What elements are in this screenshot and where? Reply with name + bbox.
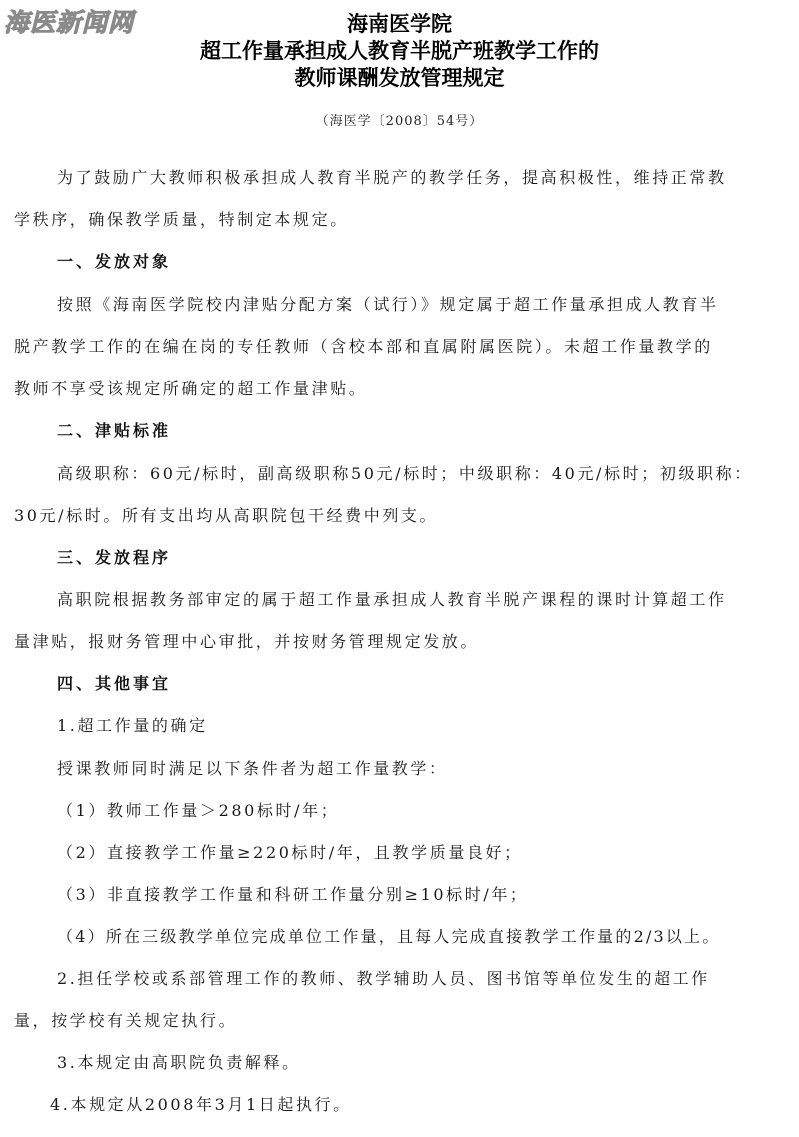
section1-line-2: 脱产教学工作的在编在岗的专任教师（含校本部和直属附属医院）。未超工作量教学的 — [14, 337, 713, 356]
item1-title: 1.超工作量的确定 — [57, 716, 208, 735]
item4: 4.本规定从2008年3月1日起执行。 — [50, 1095, 352, 1114]
document-title — [0, 10, 799, 91]
section-heading-4: 四、其他事宜 — [57, 674, 172, 693]
item2-line-2: 量，按学校有关规定执行。 — [14, 1011, 238, 1030]
section1-line-1: 按照《海南医学院校内津贴分配方案（试行）》规定属于超工作量承担成人教育半 — [57, 295, 719, 314]
title-line-1: 海南医学院 — [347, 11, 452, 36]
section2-line-1: 高级职称：60元/标时，副高级职称50元/标时；中级职称：40元/标时；初级职称： — [57, 464, 753, 483]
condition-2: （2）直接教学工作量≥220标时/年，且教学质量良好； — [57, 843, 523, 862]
title-line-2: 超工作量承担成人教育半脱产班教学工作的 — [200, 38, 599, 63]
section-heading-3: 三、发放程序 — [57, 548, 172, 567]
condition-1: （1）教师工作量＞280标时/年； — [57, 801, 340, 820]
section2-line-2: 30元/标时。所有支出均从高职院包干经费中列支。 — [14, 506, 439, 525]
section-heading-2: 二、津贴标准 — [57, 421, 172, 440]
section3-line-2: 量津贴，报财务管理中心审批，并按财务管理规定发放。 — [14, 632, 480, 651]
section3-line-1: 高职院根据教务部审定的属于超工作量承担成人教育半脱产课程的课时计算超工作 — [57, 590, 727, 609]
watermark-logo: 海医新闻网 — [4, 8, 135, 37]
intro-line-2: 学秩序，确保教学质量，特制定本规定。 — [14, 210, 349, 229]
item2-line-1: 2.担任学校或系部管理工作的教师、教学辅助人员、图书馆等单位发生的超工作 — [57, 969, 710, 988]
condition-3: （3）非直接教学工作量和科研工作量分别≥10标时/年； — [57, 885, 529, 904]
condition-4: （4）所在三级教学单位完成单位工作量，且每人完成直接教学工作量的2/3以上。 — [57, 927, 721, 946]
item3: 3.本规定由高职院负责解释。 — [57, 1053, 301, 1072]
document-number: （海医学〔2008〕54号） — [315, 114, 484, 129]
intro-line-1: 为了鼓励广大教师积极承担成人教育半脱产的教学任务，提高积极性，维持正常教 — [57, 168, 727, 187]
section-heading-1: 一、发放对象 — [57, 252, 172, 271]
item1-intro: 授课教师同时满足以下条件者为超工作量教学： — [57, 759, 448, 778]
title-line-3: 教师课酬发放管理规定 — [294, 65, 505, 90]
section1-line-3: 教师不享受该规定所确定的超工作量津贴。 — [14, 379, 368, 398]
